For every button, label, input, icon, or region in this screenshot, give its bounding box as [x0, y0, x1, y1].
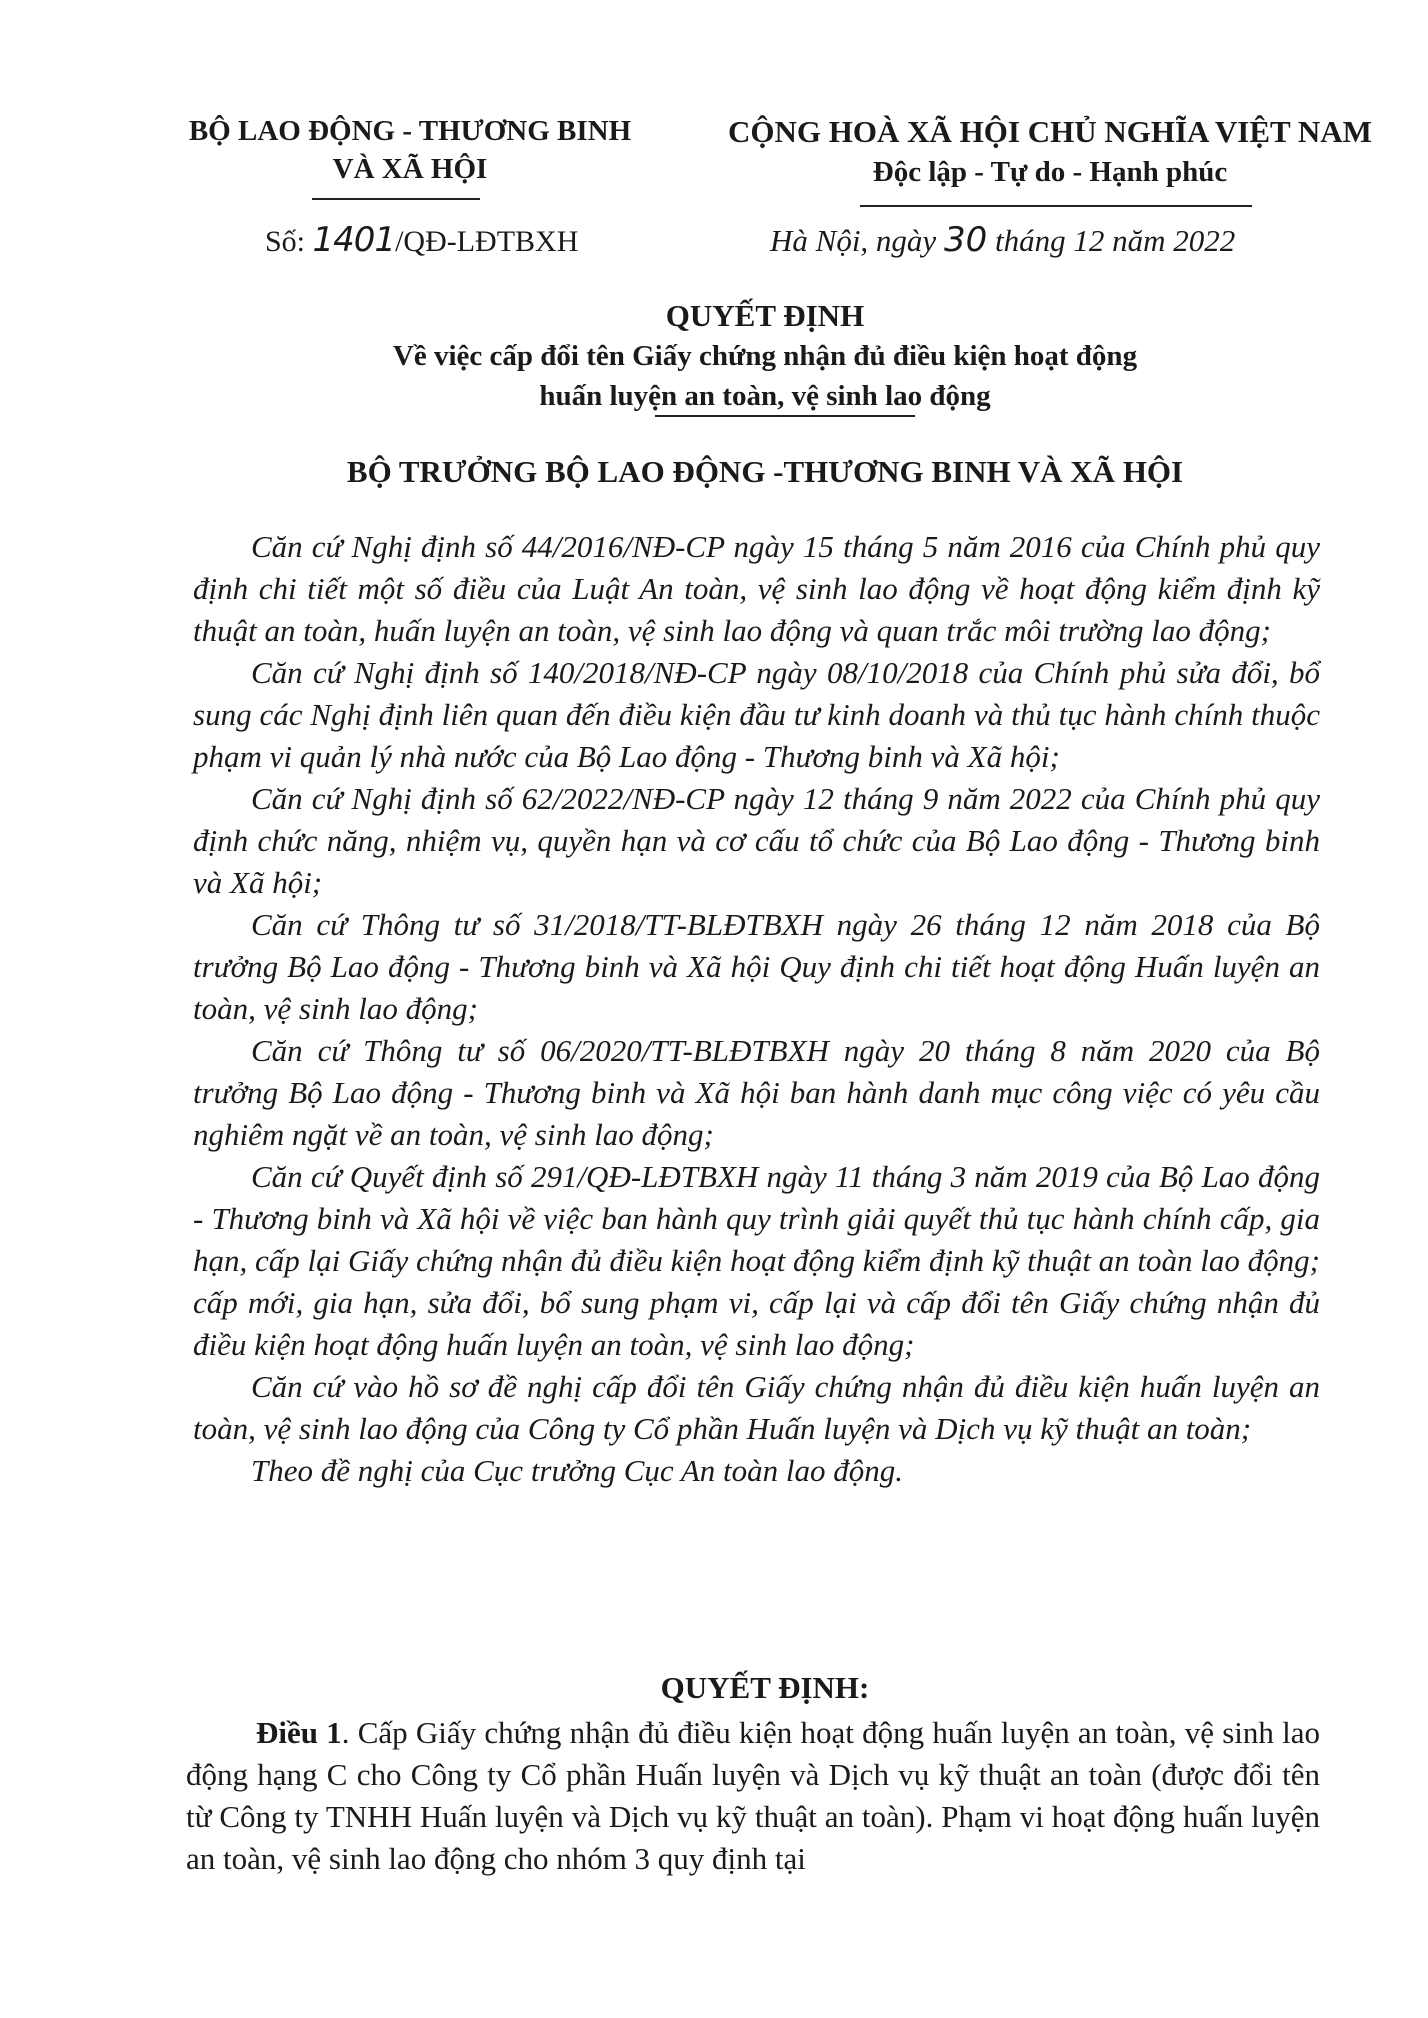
title-main: QUYẾT ĐỊNH [665, 298, 865, 333]
ministry-line-2: VÀ XÃ HỘI [332, 153, 488, 185]
date-suffix: tháng 12 năm 2022 [987, 223, 1236, 258]
ministry-underline [312, 198, 480, 200]
motto-underline [860, 205, 1252, 207]
basis-paragraph: Căn cứ vào hồ sơ đề nghị cấp đổi tên Giấy chứng nhận đủ điều kiện huấn luyện an toàn, vệ sinh lao động của Công ty Cổ phần Huấn luyện và Dịch vụ kỹ thuật an toàn; [193, 1369, 1320, 1446]
national-motto: Độc lập - Tự do - Hạnh phúc [872, 156, 1228, 188]
ministry-line-1: BỘ LAO ĐỘNG - THƯƠNG BINH [188, 115, 632, 147]
basis-paragraph: Căn cứ Nghị định số 140/2018/NĐ-CP ngày 08/10/2018 của Chính phủ sửa đổi, bổ sung các Nghị định liên quan đến điều kiện đầu tư kinh doanh và thủ tục hành chính thuộc phạm vi quản lý nhà nước của Bộ Lao động - Thương binh và Xã hội; [193, 655, 1320, 774]
title-subject-line-2: huấn luyện an toàn, vệ sinh lao động [539, 380, 991, 412]
issue-date [770, 218, 1390, 263]
date-prefix: Hà Nội, ngày [770, 223, 944, 258]
country-name: CỘNG HOÀ XÃ HỘI CHỦ NGHĨA VIỆT NAM [728, 114, 1372, 149]
national-header [710, 112, 1390, 192]
article-1 [186, 1712, 1320, 1880]
basis-paragraph: Theo đề nghị của Cục trưởng Cục An toàn lao động. [251, 1453, 903, 1488]
ministry-header [150, 112, 670, 188]
document-number [265, 218, 595, 264]
date-day-handwritten: 30 [943, 220, 988, 260]
title-underline [655, 415, 915, 417]
decision-title [220, 296, 1310, 416]
basis-paragraph: Căn cứ Nghị định số 62/2022/NĐ-CP ngày 12 tháng 9 năm 2022 của Chính phủ quy định chức năng, nhiệm vụ, quyền hạn và cơ cấu tổ chức của Bộ Lao động - Thương binh và Xã hội; [193, 781, 1320, 900]
basis-paragraph: Căn cứ Thông tư số 06/2020/TT-BLĐTBXH ngày 20 tháng 8 năm 2020 của Bộ trưởng Bộ Lao động - Thương binh và Xã hội ban hành danh mục công việc có yêu cầu nghiêm ngặt về an toàn, vệ sinh lao động; [193, 1033, 1320, 1152]
title-subject-line-1: Về việc cấp đổi tên Giấy chứng nhận đủ điều kiện hoạt động [392, 340, 1138, 372]
legal-bases [193, 526, 1320, 1492]
basis-paragraph: Căn cứ Quyết định số 291/QĐ-LĐTBXH ngày 11 tháng 3 năm 2019 của Bộ Lao động - Thương binh và Xã hội về việc ban hành quy trình giải quyết thủ tục hành chính cấp, gia hạn, cấp lại Giấy chứng nhận đủ điều kiện hoạt động kiểm định kỹ thuật an toàn lao động; cấp mới, gia hạn, sửa đổi, bổ sung phạm vi, cấp lại và cấp đổi tên Giấy chứng nhận đủ điều kiện hoạt động huấn luyện an toàn, vệ sinh lao động; [193, 1159, 1320, 1362]
decision-heading: QUYẾT ĐỊNH: [660, 1670, 870, 1705]
document-number-suffix: /QĐ-LĐTBXH [395, 225, 579, 258]
article-1-text: . Cấp Giấy chứng nhận đủ điều kiện hoạt động huấn luyện an toàn, vệ sinh lao động hạng C cho Công ty Cổ phần Huấn luyện và Dịch vụ kỹ thuật an toàn (được đổi tên từ Công ty TNHH Huấn luyện và Dịch vụ kỹ thuật an toàn). Phạm vi hoạt động huấn luyện an toàn, vệ sinh lao động cho nhóm 3 quy định tại [186, 1715, 1321, 1876]
basis-paragraph: Căn cứ Thông tư số 31/2018/TT-BLĐTBXH ngày 26 tháng 12 năm 2018 của Bộ trưởng Bộ Lao động - Thương binh và Xã hội Quy định chi tiết hoạt động Huấn luyện an toàn, vệ sinh lao động; [193, 907, 1320, 1026]
issuer-title: BỘ TRƯỞNG BỘ LAO ĐỘNG -THƯƠNG BINH VÀ XÃ HỘI [346, 454, 1184, 489]
basis-paragraph: Căn cứ Nghị định số 44/2016/NĐ-CP ngày 15 tháng 5 năm 2016 của Chính phủ quy định chi tiết một số điều của Luật An toàn, vệ sinh lao động về hoạt động kiểm định kỹ thuật an toàn, huấn luyện an toàn, vệ sinh lao động và quan trắc môi trường lao động; [193, 529, 1320, 648]
document-number-prefix: Số: [265, 225, 313, 258]
document-number-handwritten: 1401 [312, 220, 396, 260]
article-1-label: Điều 1 [256, 1715, 342, 1750]
